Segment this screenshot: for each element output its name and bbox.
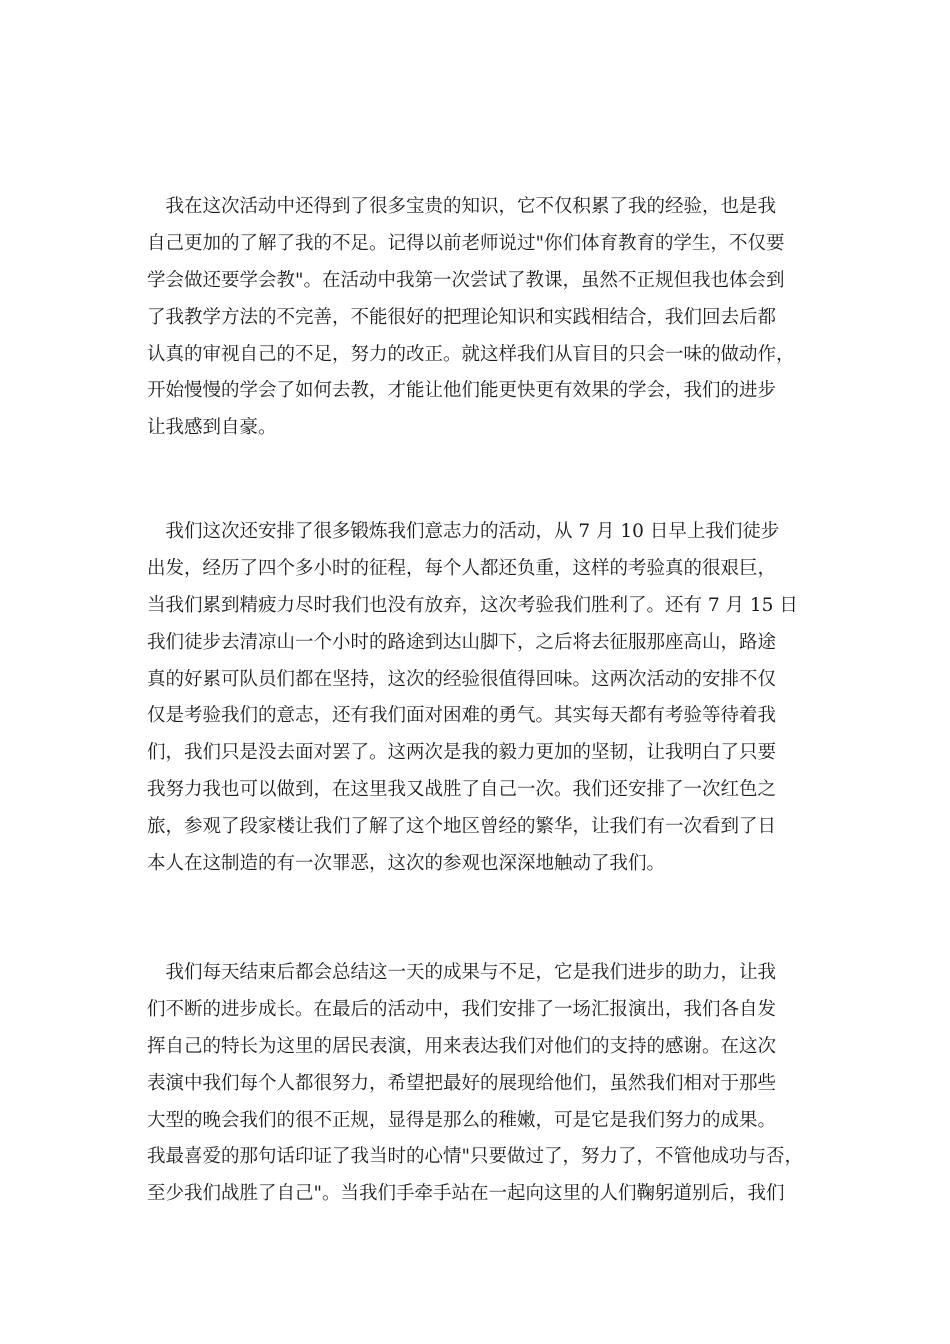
text-line: 我最喜爱的那句话印证了我当时的心情"只要做过了，努力了，不管他成功与否， bbox=[147, 1146, 804, 1168]
paragraph-3 bbox=[147, 955, 817, 1213]
text-line: 旅，参观了段家楼让我们了解了这个地区曾经的繁华，让我们有一次看到了日 bbox=[147, 816, 777, 838]
text-line: 挥自己的特长为这里的居民表演，用来表达我们对他们的支持的感谢。在这次 bbox=[147, 1035, 777, 1057]
text-line: 们，我们只是没去面对罢了。这两次是我的毅力更加的坚韧，让我明白了只要 bbox=[147, 742, 777, 764]
text-line: 至少我们战胜了自己"。当我们手牵手站在一起向这里的人们鞠躬道别后，我们 bbox=[147, 1183, 785, 1205]
text-line: 真的好累可队员们都在坚持，这次的经验很值得回味。这两次活动的安排不仅 bbox=[147, 668, 777, 690]
text-line: 认真的审视自己的不足，努力的改正。就这样我们从盲目的只会一味的做动作， bbox=[147, 343, 795, 365]
text-line: 本人在这制造的有一次罪恶，这次的参观也深深地触动了我们。 bbox=[147, 853, 666, 875]
text-line: 仅是考验我们的意志，还有我们面对困难的勇气。其实每天都有考验等待着我 bbox=[147, 705, 777, 727]
text-line: 了我教学方法的不完善，不能很好的把理论知识和实践相结合，我们回去后都 bbox=[147, 306, 777, 328]
text-line: 我努力我也可以做到，在这里我又战胜了自己一次。我们还安排了一次红色之 bbox=[147, 779, 777, 801]
text-line: 当我们累到精疲力尽时我们也没有放弃，这次考验我们胜利了。还有 7 月 15 日 bbox=[147, 594, 798, 616]
text-line: 我在这次活动中还得到了很多宝贵的知识，它不仅积累了我的经验，也是我 bbox=[147, 196, 777, 217]
text-line: 开始慢慢的学会了如何去教，才能让他们能更快更有效果的学会，我们的进步 bbox=[147, 380, 777, 402]
text-line: 自己更加的了解了我的不足。记得以前老师说过"你们体育教育的学生，不仅要 bbox=[147, 232, 785, 254]
paragraph-2 bbox=[147, 514, 817, 883]
text-line: 学会做还要学会教"。在活动中我第一次尝试了教课，虽然不正规但我也体会到 bbox=[147, 269, 785, 291]
text-line: 出发，经历了四个多小时的征程，每个人都还负重，这样的考验真的很艰巨， bbox=[147, 557, 777, 579]
text-line: 大型的晚会我们的很不正规，显得是那么的稚嫩，可是它是我们努力的成果。 bbox=[147, 1109, 777, 1131]
text-line: 我们徒步去清凉山一个小时的路途到达山脚下，之后将去征服那座高山，路途 bbox=[147, 631, 777, 653]
text-line: 让我感到自豪。 bbox=[147, 417, 277, 439]
text-line: 我们每天结束后都会总结这一天的成果与不足，它是我们进步的助力，让我 bbox=[147, 962, 777, 983]
paragraph-1 bbox=[147, 189, 817, 447]
text-line: 表演中我们每个人都很努力，希望把最好的展现给他们，虽然我们相对于那些 bbox=[147, 1072, 777, 1094]
text-line: 我们这次还安排了很多锻炼我们意志力的活动，从 7 月 10 日早上我们徒步 bbox=[147, 521, 780, 542]
text-line: 们不断的进步成长。在最后的活动中，我们安排了一场汇报演出，我们各自发 bbox=[147, 998, 777, 1020]
